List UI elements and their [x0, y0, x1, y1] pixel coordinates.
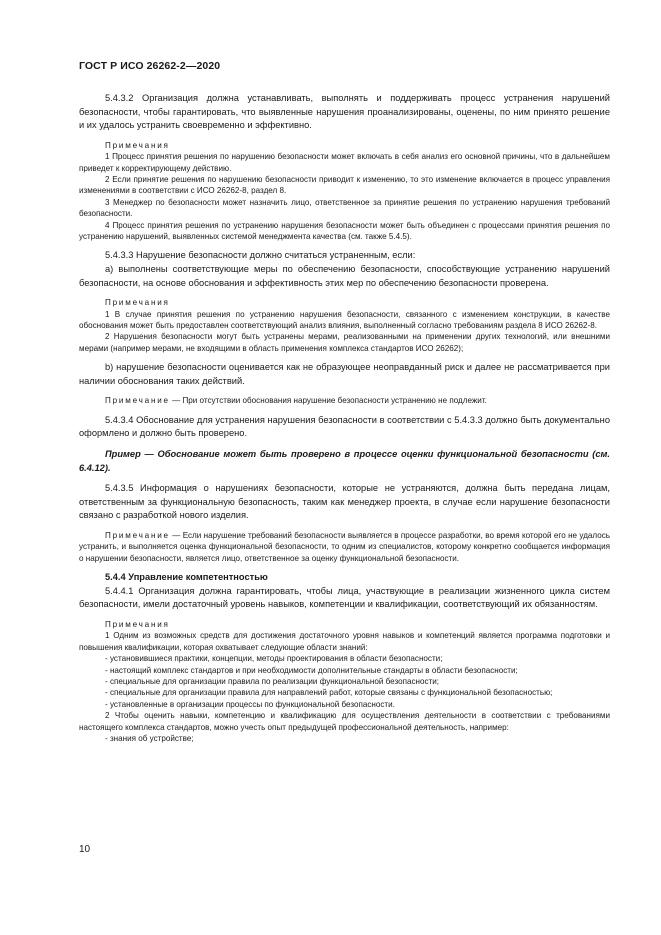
clause-5-4-3-3-b: b) нарушение безопасности оценивается как не образующее неоправданный риск и далее не рассматривается при наличии обоснования таких действий.	[79, 362, 610, 386]
note-item: 2 Нарушения безопасности могут быть устранены мерами, реализованными на применении других технологий, или внешними мерами (например мерами, не входящими в область применения комплекса стандартов ИСО 26262);	[79, 332, 610, 353]
notes-title: Примечания	[105, 298, 170, 308]
note-item: - установившиеся практики, концепции, методы проектирования в области безопасности;	[105, 654, 443, 664]
note-item: - специальные для организации правила по реализации функциональной безопасности;	[105, 677, 440, 687]
note-item: 2 Если принятие решения по нарушению безопасности приводит к изменению, то это изменение включается в процесс управления изменениями в соответствии с ИСО 26262-8, раздел 8.	[79, 175, 610, 196]
notes-title: Примечания	[105, 620, 170, 629]
clause-5-4-3-5: 5.4.3.5 Информация о нарушениях безопасности, которые не устраняются, должна быть передана лицам, ответственным за функциональную безопасность, таким как менеджер проекта, в случае если нарушение безопасности связано с разработкой нового изделия.	[79, 483, 610, 521]
notes-block-2	[79, 297, 610, 354]
clause-5-4-3-3-a: а) выполнены соответствующие меры по обеспечению безопасности, способствующие устранению нарушений безопасности, на основе обоснования и эффективность этих мер по обеспечению безопасности проверена.	[79, 264, 610, 288]
example-text: Пример — Обоснование может быть проверено в процессе оценки функциональной безопасности (см. 6.4.12).	[79, 449, 610, 473]
note-text: — Если нарушение требований безопасности выявляется в процессе разработки, во время которой его не удалось устранить, и выполняется оценка функциональной безопасности, то одним из специалистов, которому конкретно сообщается информация о нарушении безопасности, является лицо, ответственное за оценку функциональной безопасности.	[79, 531, 611, 563]
note-item: - знания об устройстве;	[105, 734, 194, 744]
note-single-2	[79, 530, 610, 564]
clause-5-4-4-1: 5.4.4.1 Организация должна гарантировать, чтобы лица, участвующие в реализации жизненного цикла систем безопасности, имели достаточный уровень навыков, компетенции и квалификации, соответствующий их обязанностям.	[79, 585, 610, 610]
standard-header: ГОСТ Р ИСО 26262-2—2020	[79, 60, 221, 72]
section-heading-5-4-4: 5.4.4 Управление компетентностью	[105, 572, 268, 583]
clause-5-4-3-3: 5.4.3.3 Нарушение безопасности должно считаться устраненным, если:	[105, 250, 416, 261]
clause-5-4-3-2: 5.4.3.2 Организация должна устанавливать, выполнять и поддерживать процесс устранения нарушений безопасности, чтобы гарантировать, что выявленные нарушения проанализированы, оценены, по ним принято решение и их удалось устранить своевременно и эффективно.	[79, 93, 610, 131]
note-label: Примечание	[105, 396, 170, 406]
clause-5-4-3-4: 5.4.3.4 Обоснование для устранения нарушения безопасности в соответствии с 5.4.3.3 должно быть документально оформлено и должно быть проверено.	[79, 414, 610, 439]
notes-block-1	[79, 140, 610, 243]
note-item: 2 Чтобы оценить навыки, компетенцию и квалификацию для осуществления деятельности в соответствии с требованиями настоящего комплекса стандартов, можно учесть опыт предыдущей профессиональной деятельность, например:	[79, 711, 610, 732]
note-text: — При отсутствии обоснования нарушение безопасности устранению не подлежит.	[172, 396, 487, 406]
page-number: 10	[79, 844, 91, 855]
note-item: 1 В случае принятия решения по устранению нарушения безопасности, связанного с изменением конструкции, в качестве обоснования может быть предоставлен соответствующий анализ влияния, выполненный согласно требованиям раздела 8 ИСО 26262-8.	[79, 309, 610, 331]
note-item: 3 Менеджер по безопасности может назначить лицо, ответственное за принятие решения по устранению нарушения требований безопасности.	[79, 197, 610, 219]
note-item: 1 Одним из возможных средств для достижения достаточного уровня навыков и компетенций является программа подготовки и повышения квалификации, которая охватывает следующие области знаний:	[79, 631, 610, 652]
note-single-1	[79, 395, 610, 406]
note-item: 1 Процесс принятия решения по нарушению безопасности может включать в себя анализ его основной причины, что в дальнейшем приведет к корректирующему действию.	[79, 152, 610, 173]
notes-block-3	[79, 619, 610, 744]
note-item: - настоящий комплекс стандартов и при необходимости дополнительные стандарты в области безопасности;	[105, 665, 518, 675]
note-item: - установленные в организации процессы по функциональной безопасности.	[105, 699, 395, 709]
document-body	[79, 92, 610, 751]
notes-title: Примечания	[105, 140, 170, 150]
note-item: - специальные для организации правила для направлений работ, которые связаны с функциональной безопасностью;	[105, 688, 553, 698]
note-label: Примечание	[105, 531, 170, 540]
note-item: 4 Процесс принятия решения по устранению нарушения безопасности может быть объединен с процессами принятия решения по устранению нарушений, выявленных системой менеджмента качества (см. также 5.4.5).	[79, 220, 610, 242]
